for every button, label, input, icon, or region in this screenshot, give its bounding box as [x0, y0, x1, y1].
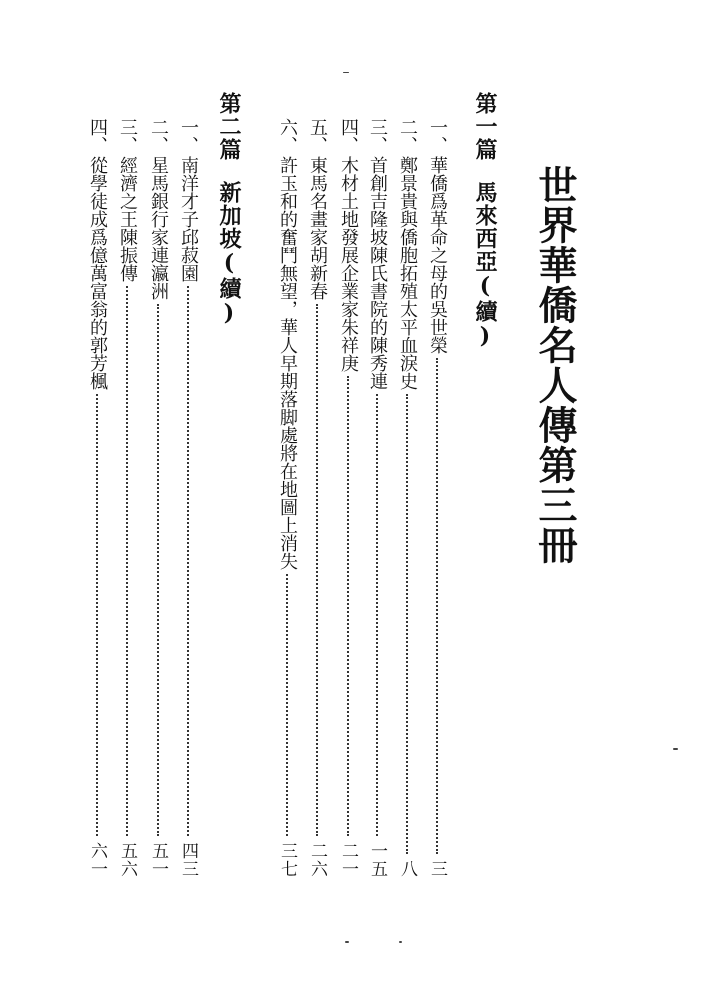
dot-leader: [96, 394, 98, 836]
scan-speck: [673, 748, 678, 750]
scan-speck: [399, 941, 402, 943]
entry-page-number: 三: [427, 860, 447, 878]
part-2-number: 第二篇: [216, 92, 242, 161]
entry-title: 東馬名畫家胡新春: [307, 156, 328, 300]
toc-entry[interactable]: [337, 118, 359, 878]
scan-speck: [345, 941, 349, 943]
dot-leader: [157, 304, 159, 836]
entry-number: 一: [178, 118, 199, 136]
entry-separator: 、: [148, 136, 169, 154]
entry-title: 鄭景貴與僑胞拓殖太平血淚史: [397, 156, 418, 390]
dot-leader: [406, 394, 408, 854]
toc-entry[interactable]: [426, 118, 448, 878]
entry-separator: 、: [307, 136, 328, 154]
entry-title: 從學徒成爲億萬富翁的郭芳楓: [87, 156, 108, 390]
toc-entry[interactable]: [366, 118, 388, 878]
part-2-heading: [218, 92, 240, 327]
dot-leader: [316, 304, 318, 836]
part-1-region: 馬來西亞(續): [472, 181, 498, 350]
entry-number: 五: [307, 118, 328, 136]
toc-entry[interactable]: [116, 118, 138, 878]
entry-number: 二: [397, 118, 418, 136]
entry-page-number: 八: [397, 860, 417, 878]
entry-separator: 、: [397, 136, 418, 154]
entry-title: 南洋才子邱菽園: [178, 156, 199, 282]
entry-number: 四: [338, 118, 359, 136]
entry-page-number: 五一: [148, 842, 168, 878]
entry-page-number: 二一: [338, 842, 358, 878]
entry-number: 二: [148, 118, 169, 136]
entry-page-number: 一五: [367, 842, 387, 878]
entry-separator: 、: [277, 136, 298, 154]
entry-separator: 、: [367, 136, 388, 154]
entry-separator: 、: [117, 136, 138, 154]
entry-title: 經濟之王陳振傳: [117, 156, 138, 282]
entry-page-number: 二六: [307, 842, 327, 878]
entry-number: 三: [367, 118, 388, 136]
entry-page-number: 三七: [277, 842, 297, 878]
toc-entry[interactable]: [396, 118, 418, 878]
entry-title: 星馬銀行家連瀛洲: [148, 156, 169, 300]
entry-separator: 、: [338, 136, 359, 154]
dot-leader: [286, 574, 288, 836]
entry-page-number: 四三: [178, 842, 198, 878]
toc-entry[interactable]: [147, 118, 169, 878]
entry-number: 一: [427, 118, 448, 136]
entry-page-number: 五六: [117, 842, 137, 878]
dot-leader: [376, 394, 378, 836]
part-1-number: 第一篇: [472, 92, 498, 161]
dot-leader: [126, 286, 128, 836]
entry-number: 三: [117, 118, 138, 136]
entry-separator: 、: [178, 136, 199, 154]
entry-title: 許玉和的奮鬥無望，華人早期落脚處將在地圖上消失: [277, 156, 298, 570]
part-1-heading: [474, 92, 496, 350]
entry-separator: 、: [87, 136, 108, 154]
toc-entry[interactable]: [177, 118, 199, 878]
dot-leader: [187, 286, 189, 836]
toc-entry[interactable]: [276, 118, 298, 878]
toc-entry[interactable]: [306, 118, 328, 878]
dot-leader: [436, 358, 438, 854]
entry-page-number: 六一: [87, 842, 107, 878]
dot-leader: [347, 376, 349, 836]
entry-number: 四: [87, 118, 108, 136]
entry-title: 首創吉隆坡陳氏書院的陳秀連: [367, 156, 388, 390]
scan-speck: [343, 72, 349, 73]
entry-number: 六: [277, 118, 298, 136]
part-2-region: 新加坡(續): [216, 181, 242, 327]
toc-entry[interactable]: [86, 118, 108, 878]
book-title: 世界華僑名人傳第三冊: [532, 165, 578, 565]
entry-separator: 、: [427, 136, 448, 154]
entry-title: 木材土地發展企業家朱祥庚: [338, 156, 359, 372]
entry-title: 華僑爲革命之母的吳世榮: [427, 156, 448, 354]
